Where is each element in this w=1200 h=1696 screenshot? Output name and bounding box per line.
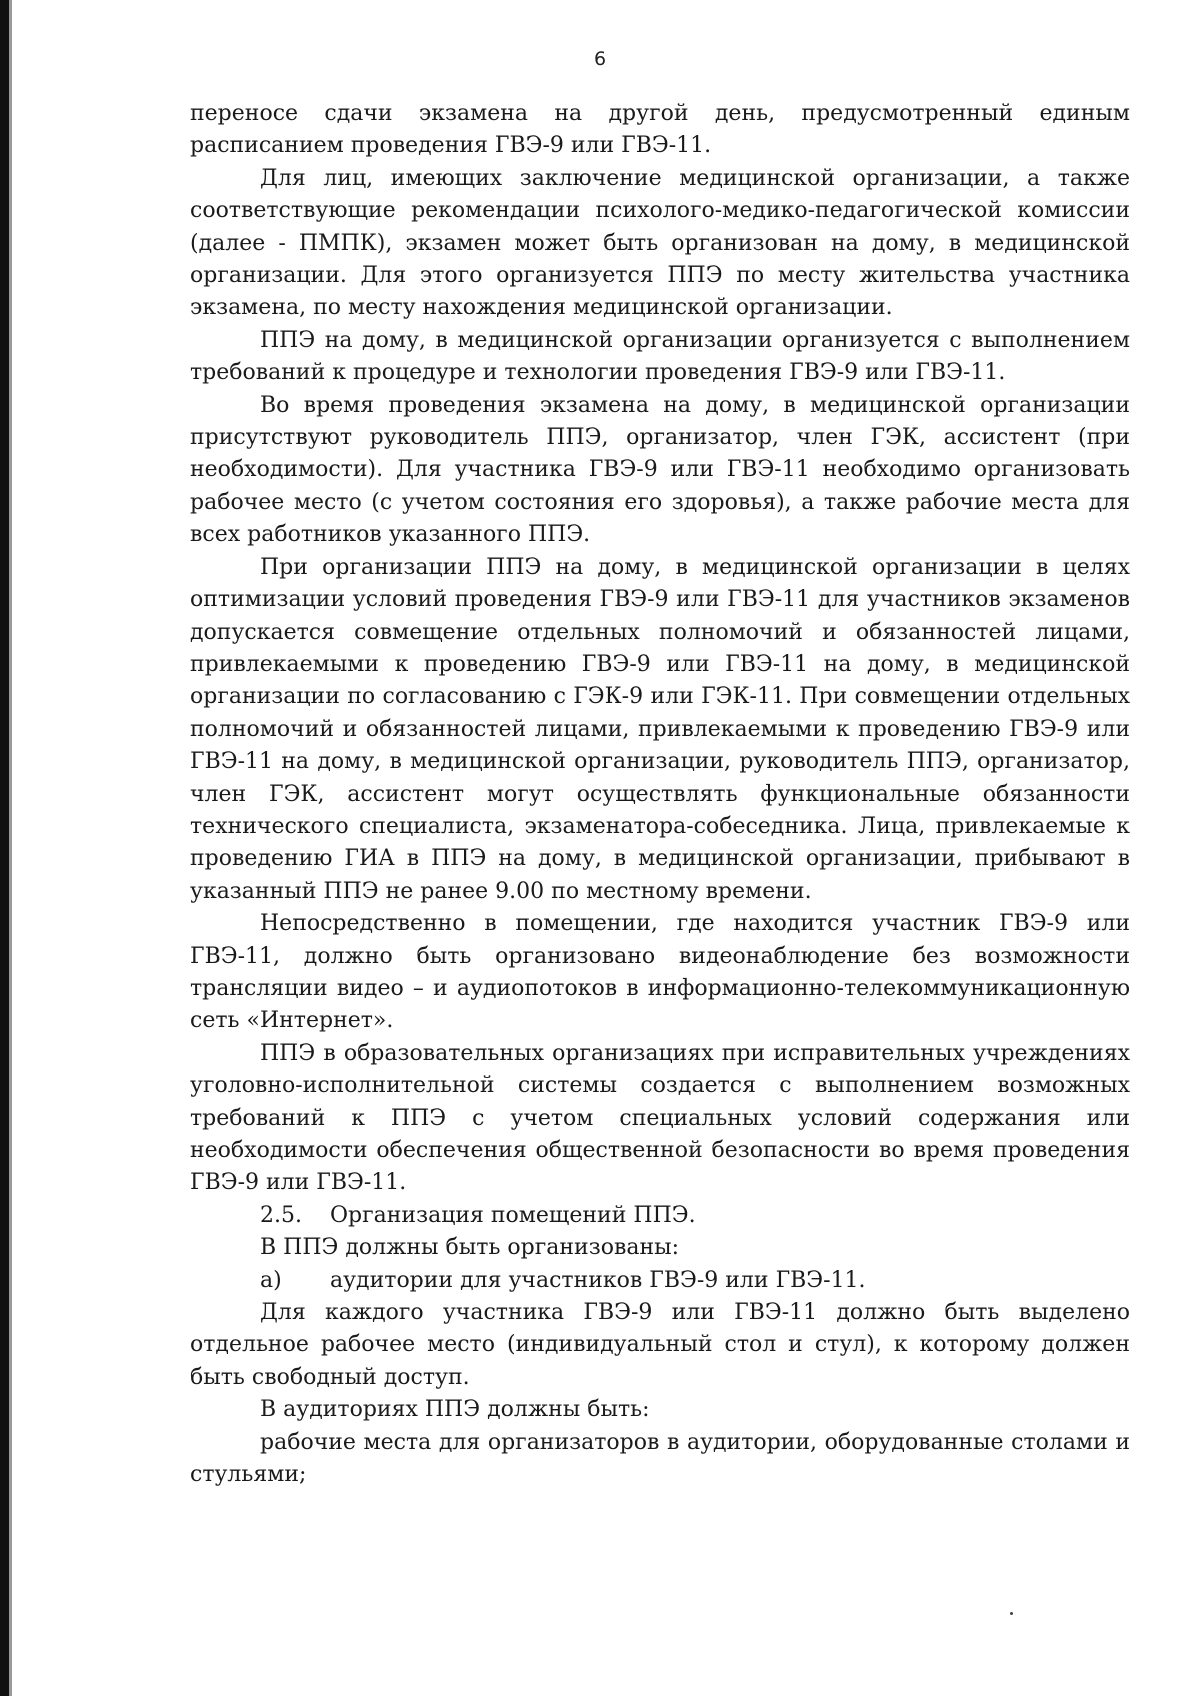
page-number: 6 [593, 48, 607, 70]
paragraph-video-surveillance: Непосредственно в помещении, где находится участник ГВЭ-9 или ГВЭ-11, должно быть организовано видеонаблюдение без возможности трансляции видео – и аудиопотоков в информационно-телекоммуникационную сеть «Интернет». [190, 911, 1130, 1034]
paragraph-duties-combination: При организации ППЭ на дому, в медицинской организации в целях оптимизации условий проведения ГВЭ-9 или ГВЭ-11 для участников экзаменов допускается совмещение отдельных полномочий и обязанностей лицами, привлекаемыми к проведению ГВЭ-9 или ГВЭ-11 на дому, в медицинской организации по согласованию с ГЭК-9 или ГЭК-11. При совмещении отдельных полномочий и обязанностей лицами, привлекаемыми к проведению ГВЭ-9 или ГВЭ-11 на дому, в медицинской организации, руководитель ППЭ, организатор, член ГЭК, ассистент могут осуществлять функциональные обязанности технического специалиста, экзаменатора-собеседника. Лица, привлекаемые к проведению ГИА в ППЭ на дому, в медицинской организации, прибывают в указанный ППЭ не ранее 9.00 по местному времени. [190, 554, 1130, 904]
paragraph-auditoriums: В аудиториях ППЭ должны быть: [260, 1397, 650, 1423]
paragraph-correctional-institutions: ППЭ в образовательных организациях при исправительных учреждениях уголовно-исполнительной системы создается с выполнением возможных требований к ППЭ с учетом специальных условий содержания или необходимости обеспечения общественной безопасности во время проведения ГВЭ-9 или ГВЭ-11. [190, 1040, 1130, 1196]
paragraph-home-exam: Для лиц, имеющих заключение медицинской организации, а также соответствующие рекомендации психолого-медико-педагогической комиссии (далее - ПМПК), экзамен может быть организован на дому, в медицинской организации. Для этого организуется ППЭ по месту жительства участника экзамена, по месту нахождения медицинской организации. [190, 165, 1130, 321]
list-marker-a: а) [260, 1267, 282, 1293]
paragraph-exam-attendees: Во время проведения экзамена на дому, в медицинской организации присутствуют руководитель ППЭ, организатор, член ГЭК, ассистент (при необходимости). Для участника ГВЭ-9 или ГВЭ-11 необходимо организовать рабочее место (с учетом состояния его здоровья), а также рабочие места для всех работников указанного ППЭ. [190, 392, 1130, 548]
paragraph-workplace: Для каждого участника ГВЭ-9 или ГВЭ-11 должно быть выделено отдельное рабочее место (индивидуальный стол и стул), к которому должен быть свободный доступ. [190, 1300, 1130, 1390]
section-number: 2.5. [260, 1202, 302, 1228]
paragraph-home-exam-requirements: ППЭ на дому, в медицинской организации организуется с выполнением требований к процедуре и технологии проведения ГВЭ-9 или ГВЭ-11. [190, 327, 1130, 386]
list-item-a [260, 1265, 1130, 1297]
scan-edge-shadow [9, 0, 12, 1696]
list-text-a: аудитории для участников ГВЭ-9 или ГВЭ-11. [330, 1267, 866, 1293]
paragraph-organizers: рабочие места для организаторов в аудитории, оборудованные столами и стульями; [190, 1429, 1130, 1488]
section-title: Организация помещений ППЭ. [330, 1202, 696, 1228]
paragraph-must-organize: В ППЭ должны быть организованы: [260, 1235, 680, 1261]
scan-edge [0, 0, 9, 1696]
document-body [190, 98, 1130, 1491]
scan-speck [1010, 1612, 1013, 1615]
paragraph-continuation: переносе сдачи экзамена на другой день, предусмотренный единым расписанием проведения ГВЭ-9 или ГВЭ-11. [190, 101, 1130, 159]
section-heading [260, 1200, 1130, 1232]
